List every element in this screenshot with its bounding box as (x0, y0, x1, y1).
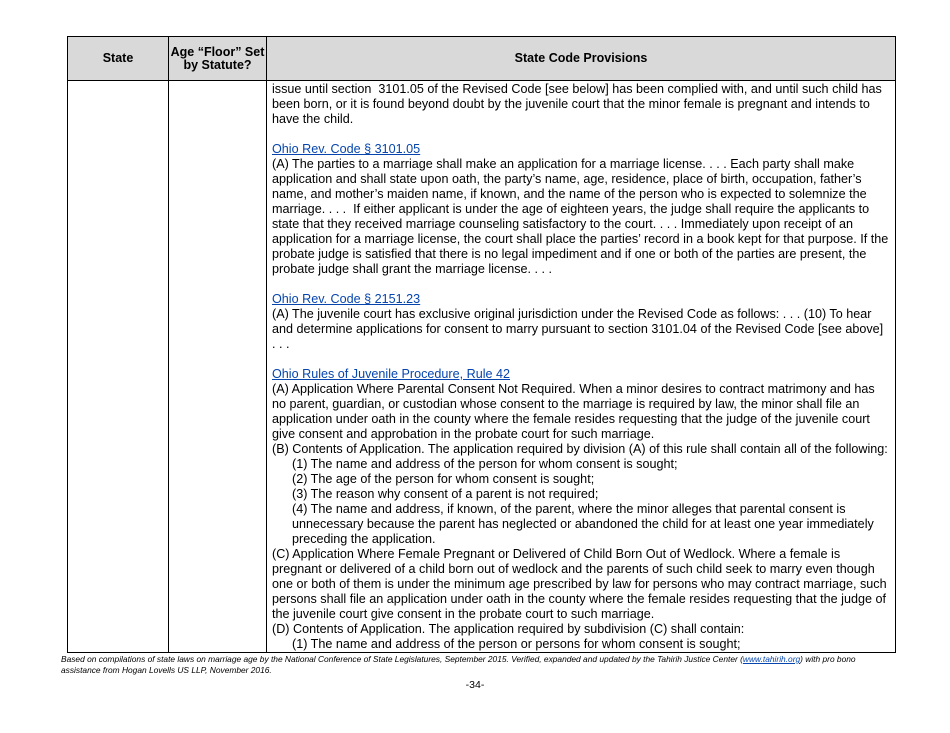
link-ohio-juvenile-rule-42[interactable]: Ohio Rules of Juvenile Procedure, Rule 42 (272, 367, 511, 381)
footer-note-text: Based on compilations of state laws on marriage age by the National Conference of State Legislatures, September 2015. Verified, expanded and updated by the Tahirih Justice Center ( (61, 654, 743, 664)
state-cell (68, 81, 169, 653)
rule-42-c: (C) Application Where Female Pregnant or Delivered of Child Born Out of Wedlock. Where a female is pregnant or delivered of a child born out of wedlock and the parents of such child seek to marry even though one or both of them is under the minimum age prescribed by law for persons who may contract marriage, such persons shall file an application under oath in the county where the female resides requesting that the judge of the juvenile court give consent in the probate court to such marriage. (272, 547, 887, 621)
rule-42-a: (A) Application Where Parental Consent Not Required. When a minor desires to contract matrimony and has no parent, guardian, or custodian whose consent to the marriage is required by law, the minor shall file an application under oath in the county where the female resides requesting that the judge of the juvenile court give consent and approbation in the probate court for such marriage. (272, 382, 875, 441)
footer-source-note (61, 654, 891, 676)
header-age-floor: Age “Floor” Set by Statute? (169, 37, 267, 81)
list-item: (1) The name and address of the person or persons for whom consent is sought; (292, 637, 741, 651)
state-law-table (67, 36, 896, 653)
list-item: (4) The name and address, if known, of the parent, where the minor alleges that parental consent is unnecessary because the parent has neglected or abandoned the child for at least one year immediately preceding the application. (292, 502, 874, 546)
header-provisions: State Code Provisions (267, 37, 896, 81)
section-3101-05-text: (A) The parties to a marriage shall make an application for a marriage license. . . . Each party shall make application and shall state upon oath, the party’s name, age, residence, place of birth, occupation, father’s name, and mother’s maiden name, if known, and the name of the person who is expected to solemnize the marriage. . . . If either applicant is under the age of eighteen years, the judge shall require the applicants to state that they received marriage counseling satisfactory to the court. . . . Immediately upon receipt of an application for a marriage license, the court shall place the parties’ record in a book kept for that purpose. If the probate judge is satisfied that there is no legal impediment and if one or both of the parties are present, the probate judge shall grant the marriage license. . . . (272, 157, 889, 276)
footer-note-text-end: ) with pro bono assistance from Hogan Lovells US LLP, November 2016. (61, 654, 856, 675)
link-ohio-2151-23[interactable]: Ohio Rev. Code § 2151.23 (272, 292, 421, 306)
rule-42-b: (B) Contents of Application. The application required by division (A) of this rule shall contain all of the following: (272, 442, 888, 456)
header-state: State (68, 37, 169, 81)
list-item: (3) The reason why consent of a parent is not required; (292, 487, 599, 501)
section-2151-23-text: (A) The juvenile court has exclusive original jurisdiction under the Revised Code as follows: . . . (10) To hear and determine applications for consent to marry pursuant to section 3101.04 of the Revised Code [see above] . . . (272, 307, 884, 351)
table-row (68, 81, 896, 653)
list-item: (1) The name and address of the person for whom consent is sought; (292, 457, 678, 471)
list-item: (2) The age of the person for whom consent is sought; (292, 472, 595, 486)
provisions-cell (267, 81, 896, 653)
page-number: -34- (465, 679, 485, 691)
rule-42-d: (D) Contents of Application. The application required by subdivision (C) shall contain: (272, 622, 745, 636)
age-floor-cell (169, 81, 267, 653)
table-header-row (68, 37, 896, 81)
tahirih-link[interactable]: www.tahirih.org (742, 654, 801, 664)
intro-paragraph: issue until section 3101.05 of the Revised Code [see below] has been complied with, and until such child has been born, or it is found beyond doubt by the juvenile court that the minor female is pregnant and intends to have the child. (272, 82, 882, 126)
link-ohio-3101-05[interactable]: Ohio Rev. Code § 3101.05 (272, 142, 421, 156)
